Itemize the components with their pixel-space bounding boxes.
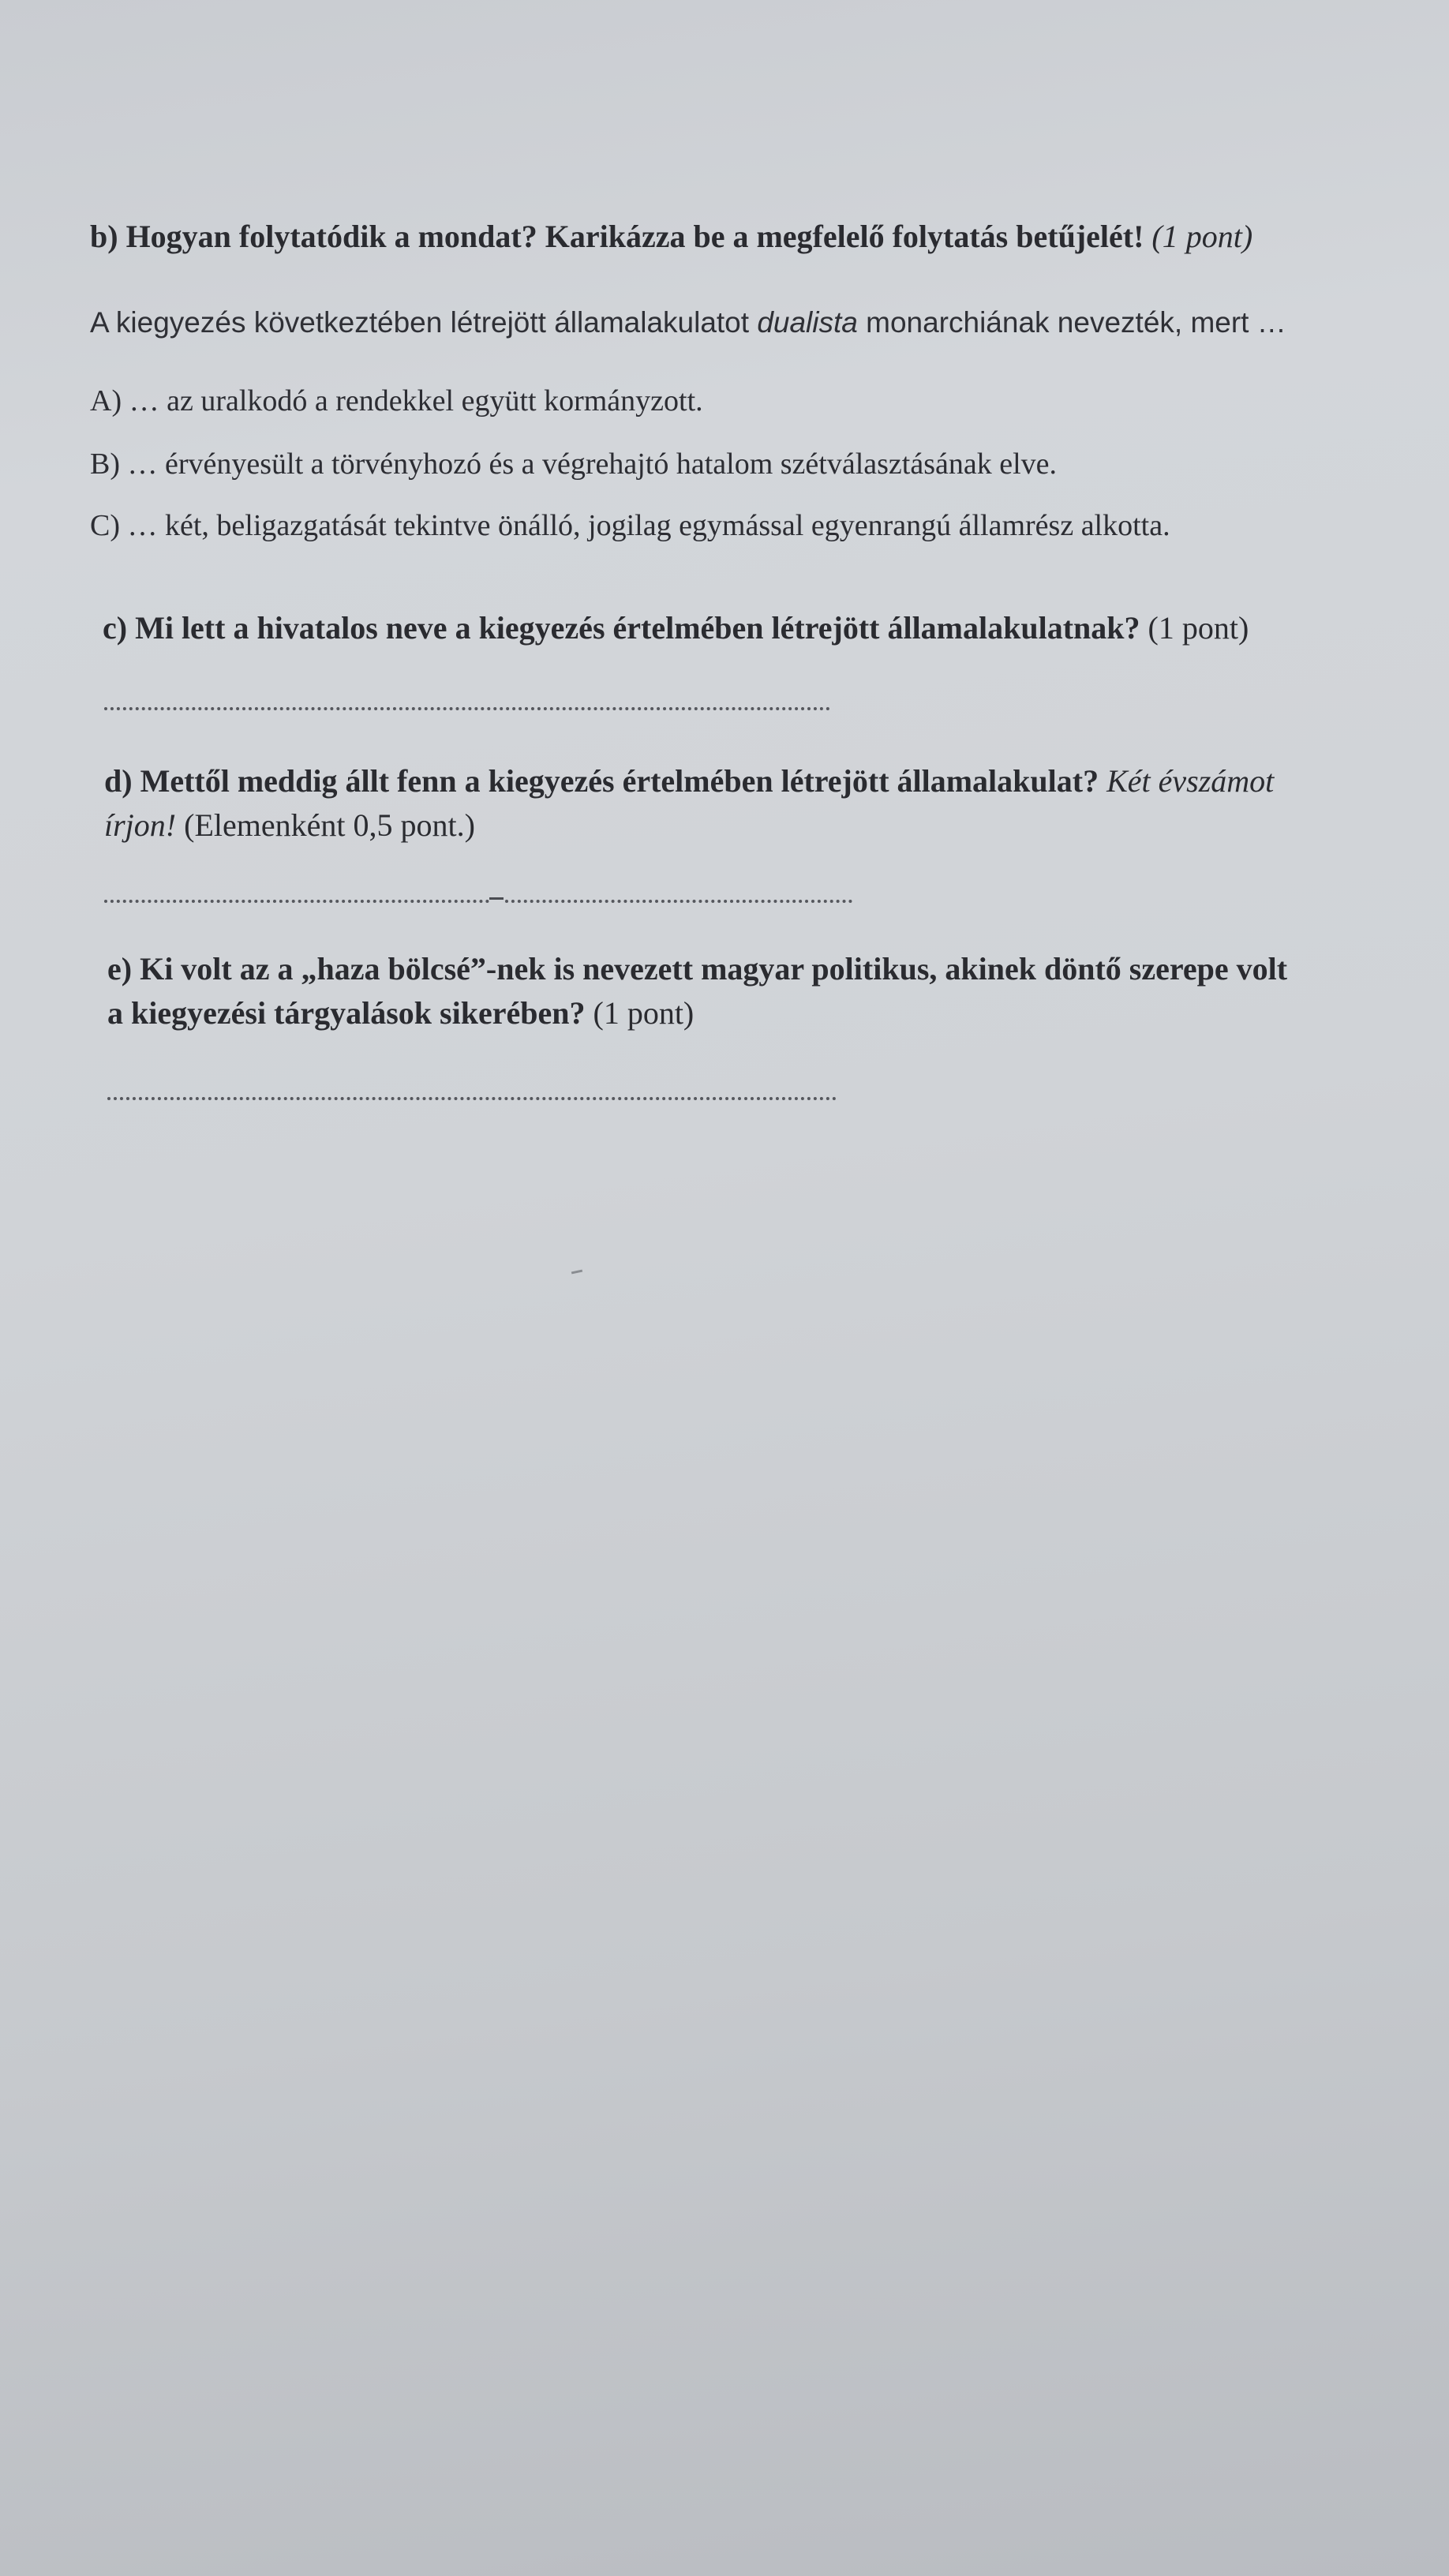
question-e-title-line1: e) Ki volt az a „haza bölcsé”-nek is nevezett magyar politikus, akinek döntő szerepe volt xyxy=(107,951,1288,987)
question-b-stem xyxy=(90,306,1286,339)
question-e-title-text: a kiegyezési tárgyalások sikerében? xyxy=(107,995,586,1031)
question-e-points: (1 pont) xyxy=(593,995,695,1031)
answer-line-c[interactable] xyxy=(104,702,830,710)
stem-text-after: monarchiának nevezték, mert … xyxy=(857,306,1286,339)
question-d-title-line1 xyxy=(104,762,1274,799)
question-b-title xyxy=(90,218,1252,255)
option-c[interactable]: C) … két, beligazgatását tekintve önálló, jogilag egymással egyenrangú államrész alkotta. xyxy=(90,509,1170,542)
question-b-title-text: b) Hogyan folytatódik a mondat? Karikázza be a megfelelő folytatás betűjelét! xyxy=(90,219,1144,254)
question-c-points: (1 pont) xyxy=(1148,610,1249,646)
option-b[interactable]: B) … érvényesült a törvényhozó és a végrehajtó hatalom szétválasztásának elve. xyxy=(90,447,1058,481)
stem-text-before: A kiegyezés következtében létrejött államalakulatot xyxy=(90,306,758,339)
answer-line-d-start[interactable] xyxy=(104,895,489,903)
question-b-points: (1 pont) xyxy=(1151,219,1253,254)
question-c-title xyxy=(103,609,1249,646)
question-c-title-text: c) Mi lett a hivatalos neve a kiegyezés értelmében létrejött államalakulatnak? xyxy=(103,610,1140,646)
question-d-instruction-1: Két évszámot xyxy=(1106,763,1275,799)
paper-speck xyxy=(571,1270,582,1275)
question-d-title-line2 xyxy=(104,807,475,844)
question-d-instruction-2: írjon! xyxy=(104,807,177,843)
option-a[interactable]: A) … az uralkodó a rendekkel együtt kormányzott. xyxy=(90,384,703,417)
stem-italic-word: dualista xyxy=(757,306,858,339)
question-d-points: (Elemenként 0,5 pont.) xyxy=(184,807,475,843)
question-e-title-line2 xyxy=(107,994,694,1032)
year-range-dash xyxy=(489,897,504,900)
answer-line-d-end[interactable] xyxy=(505,895,852,903)
answer-line-e[interactable] xyxy=(107,1092,837,1100)
question-d-title-text: d) Mettől meddig állt fenn a kiegyezés értelmében létrejött államalakulat? xyxy=(104,763,1099,799)
